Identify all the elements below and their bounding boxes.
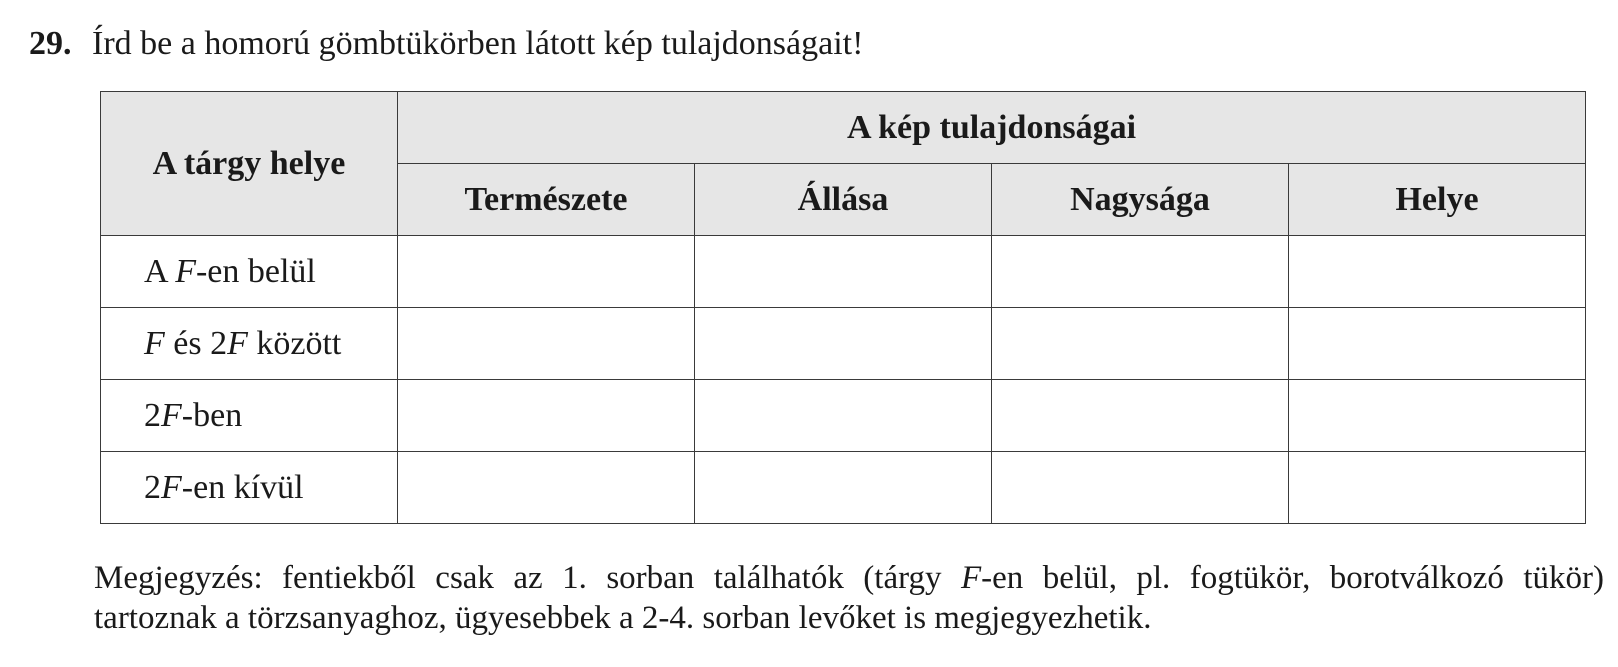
row-label-text: 2 (144, 468, 161, 506)
row-label-variable: F (227, 324, 248, 362)
header-image-properties: A kép tulajdonságai (398, 92, 1586, 164)
cell-nature[interactable] (398, 380, 695, 452)
note-line-1-end: -en belül, pl. fogtükör, borotválkozó tükör) (981, 560, 1604, 596)
question-number: 29. (29, 25, 72, 62)
note-line-1 (94, 558, 1604, 598)
cell-orientation[interactable] (695, 308, 992, 380)
row-label-variable: F (175, 252, 196, 290)
column-header-orientation: Állása (695, 164, 992, 236)
note-variable-f: F (960, 560, 982, 596)
row-label-text: -en kívül (181, 468, 304, 506)
note-line-2: tartoznak a törzsanyaghoz, ügyesebbek a 2-4. sorban levőket is megjegyezhetik. (94, 600, 1152, 636)
cell-nature[interactable] (398, 236, 695, 308)
cell-size[interactable] (992, 308, 1289, 380)
row-label-text: és 2 (164, 324, 228, 362)
cell-position[interactable] (1289, 308, 1586, 380)
cell-nature[interactable] (398, 308, 695, 380)
table-row (101, 452, 1586, 524)
cell-orientation[interactable] (695, 380, 992, 452)
column-header-size: Nagysága (992, 164, 1289, 236)
question-heading (29, 22, 863, 66)
row-label (101, 380, 398, 452)
cell-orientation[interactable] (695, 236, 992, 308)
cell-size[interactable] (992, 452, 1289, 524)
row-label (101, 236, 398, 308)
note-paragraph (94, 558, 1604, 638)
question-text: Írd be a homorú gömbtükörben látott kép tulajdonságait! (92, 25, 864, 62)
header-object-position: A tárgy helye (101, 92, 398, 236)
row-label-variable: F (144, 324, 165, 362)
cell-orientation[interactable] (695, 452, 992, 524)
table-row (101, 380, 1586, 452)
row-label-text: -ben (181, 396, 243, 434)
properties-table (100, 91, 1586, 524)
row-label (101, 308, 398, 380)
row-label-variable: F (161, 396, 182, 434)
cell-position[interactable] (1289, 452, 1586, 524)
row-label-variable: F (161, 468, 182, 506)
column-header-position: Helye (1289, 164, 1586, 236)
table-row (101, 308, 1586, 380)
row-label (101, 452, 398, 524)
cell-size[interactable] (992, 236, 1289, 308)
cell-size[interactable] (992, 380, 1289, 452)
table-row (101, 236, 1586, 308)
row-label-text: -en belül (195, 252, 316, 290)
note-line-1-start: Megjegyzés: fentiekből csak az 1. sorban találhatók (tárgy (94, 560, 961, 596)
cell-nature[interactable] (398, 452, 695, 524)
cell-position[interactable] (1289, 236, 1586, 308)
cell-position[interactable] (1289, 380, 1586, 452)
row-label-text: 2 (144, 396, 161, 434)
row-label-text: között (247, 324, 342, 362)
column-header-nature: Természete (398, 164, 695, 236)
row-label-text: A (144, 252, 176, 290)
